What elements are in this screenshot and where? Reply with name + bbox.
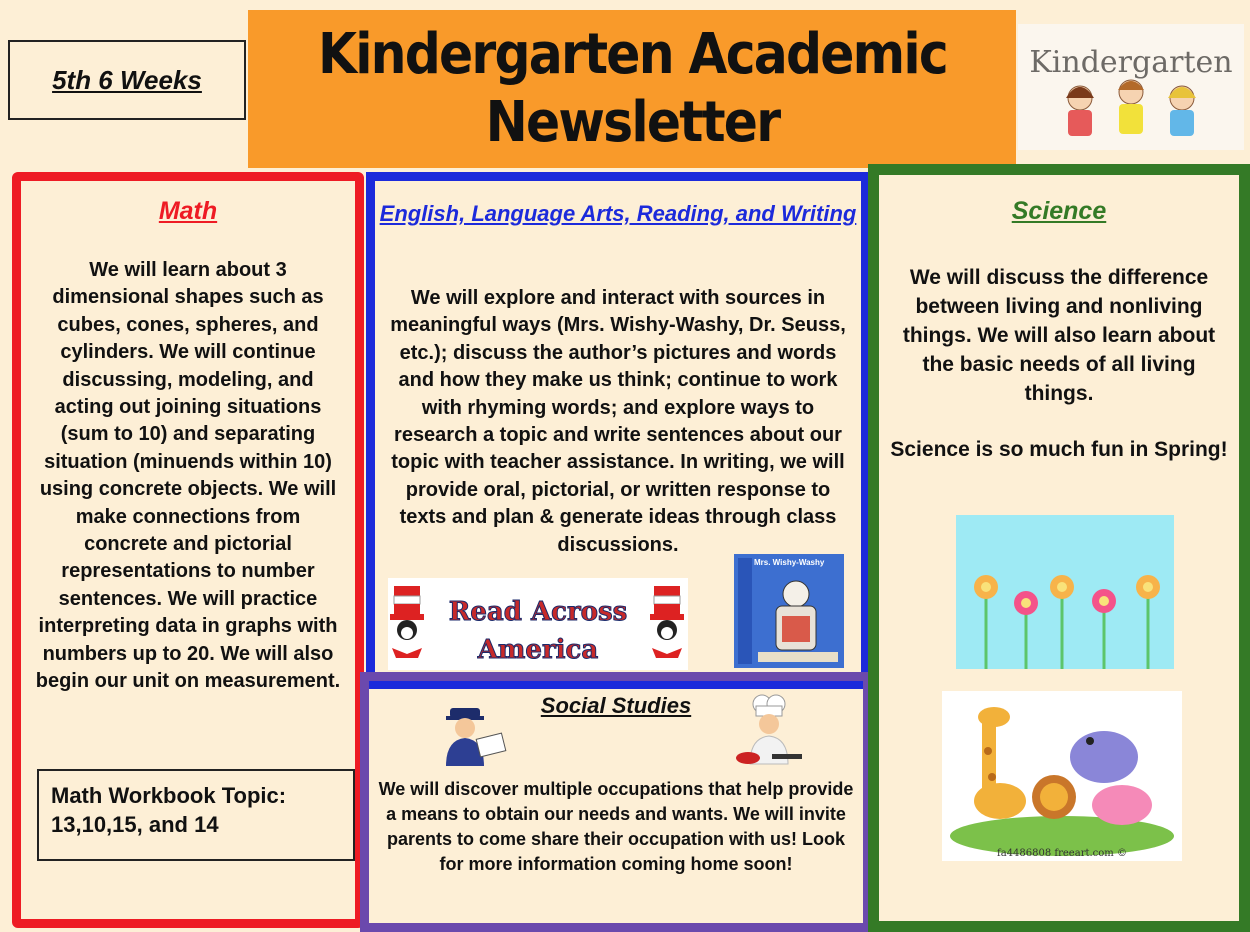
pig-icon <box>1092 785 1152 825</box>
social-studies-heading: Social Studies <box>540 693 692 718</box>
science-spring-note: Science is so much fun in Spring! <box>890 438 1228 461</box>
cat-in-hat-left-icon <box>390 586 424 658</box>
read-across-line2: America <box>477 635 599 665</box>
read-across-line1: Read Across <box>448 597 628 627</box>
mail-carrier-icon <box>432 702 508 768</box>
mrs-wishy-washy-book-cover <box>734 554 844 668</box>
title-line-1: Kindergarten Academic <box>317 22 947 87</box>
hippo-icon <box>1070 731 1138 783</box>
logo-text: Kindergarten <box>1029 45 1233 80</box>
kindergarten-logo <box>1018 24 1244 150</box>
science-description: We will discuss the difference between living and nonliving things. We will also learn about the basic needs of all living things. <box>902 266 1216 405</box>
workbook-topics: 13,10,15, and 14 <box>51 812 219 837</box>
ela-description: We will explore and interact with sources in meaningful ways (Mrs. Wishy-Washy, Dr. Seuss, etc.); discuss the author’s pictures and words and how they make us think; continue to work with rhyming words; and explore ways to research a topic and write sentences about our topic with teacher assistance. In writing, we will provide oral, pictorial, or written response to texts and plan & generate ideas through class discussions. <box>390 287 846 556</box>
book-title: Mrs. Wishy-Washy <box>754 558 825 567</box>
social-studies-description: We will discover multiple occupations that help provide a means to obtain our needs and wants. We will invite parents to come share their occupation with us! Look for more information coming home soon! <box>378 779 854 874</box>
image-caption: fa4486808 freeart.com © <box>997 848 1127 859</box>
math-description: We will learn about 3 dimensional shapes such as cubes, cones, spheres, and cylinders. We will continue discussing, modeling, and acting out joining situations (sum to 10) and separating situation (minuends within 10) using concrete objects. We will make connections from concrete and pictorial representations to number sentences. We will practice interpreting data in graphs with numbers up to 20. We will also begin our unit on measurement. <box>35 259 341 693</box>
workbook-label: Math Workbook Topic: <box>51 783 287 808</box>
cat-in-hat-right-icon <box>650 586 684 658</box>
math-panel <box>12 172 364 928</box>
science-heading: Science <box>1011 197 1107 225</box>
read-across-america-image <box>388 578 688 670</box>
kids-icon <box>1066 80 1196 136</box>
flowers-image <box>956 515 1174 669</box>
math-workbook-box <box>37 769 355 861</box>
science-panel <box>868 164 1250 932</box>
panel-top-bar <box>369 681 863 689</box>
title-line-2: Newsletter <box>485 90 779 155</box>
page-title <box>283 21 982 157</box>
giraffe-icon <box>974 707 1026 819</box>
math-heading: Math <box>158 197 218 225</box>
lion-icon <box>1032 775 1076 819</box>
ela-heading: English, Language Arts, Reading, and Writing <box>379 201 857 226</box>
title-banner <box>248 10 1016 168</box>
week-label: 5th 6 Weeks <box>8 40 246 120</box>
chef-icon <box>732 694 806 768</box>
jungle-animals-image <box>942 691 1182 861</box>
